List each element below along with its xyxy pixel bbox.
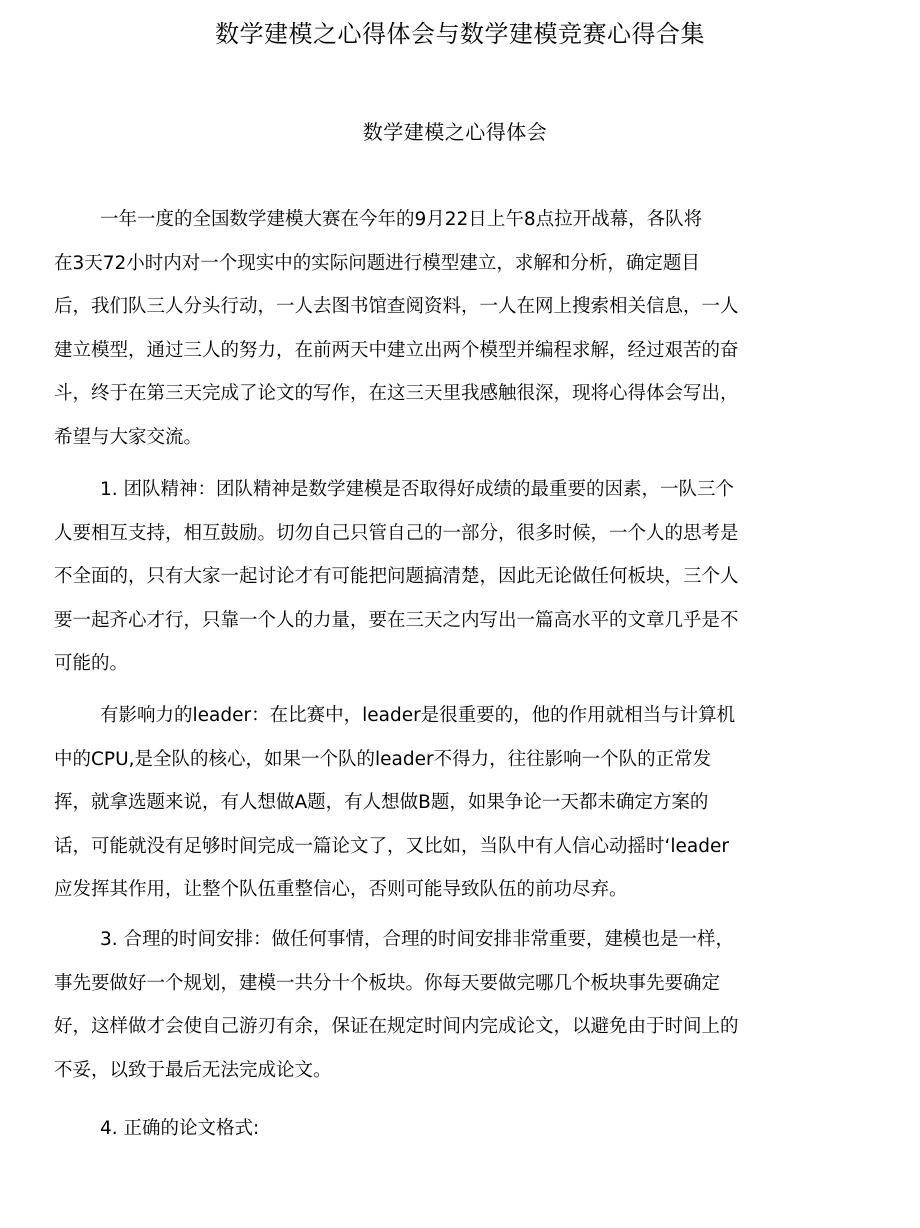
paragraph-line: 后，我们队三人分头行动，一人去图书馆查阅资料，一人在网上搜索相关信息，一人: [54, 296, 739, 317]
paragraph-line: 挥，就拿选题来说，有人想做A题，有人想做B题，如果争论一天都未确定方案的: [54, 792, 709, 813]
paragraph-line: 好，这样做才会使自己游刃有余，保证在规定时间内完成论文，以避免由于时间上的: [54, 1016, 739, 1037]
paragraph-line: 1. 团队精神：团队精神是数学建模是否取得好成绩的最重要的因素，一队三个: [100, 479, 735, 500]
paragraph-line: 不妥，以致于最后无法完成论文。: [54, 1059, 332, 1081]
paragraph-line: 4. 正确的论文格式:: [100, 1118, 260, 1139]
paragraph-line: 建立模型，通过三人的努力，在前两天中建立出两个模型并编程求解，经过艰苦的奋: [54, 339, 739, 361]
paragraph-line: 事先要做好一个规划，建模一共分十个板块。你每天要做完哪几个板块事先要确定: [54, 972, 721, 994]
paragraph-line: 可能的。: [54, 653, 129, 674]
paragraph-line: 要一起齐心才行，只靠一个人的力量，要在三天之内写出一篇高水平的文章几乎是不: [54, 609, 739, 631]
paragraph-line: 3. 合理的时间安排：做任何事情，合理的时间安排非常重要，建模也是一样，: [100, 929, 735, 950]
paragraph-paper-format: [54, 1107, 834, 1151]
paragraph-line: 希望与大家交流。: [54, 426, 203, 448]
paragraph-line: 人要相互支持，相互鼓励。切勿自己只管自己的一部分，很多时候，一个人的思考是: [54, 522, 739, 544]
paragraph-time-planning: [54, 918, 834, 1092]
paragraph-line: 不全面的，只有大家一起讨论才有可能把问题搞清楚，因此无论做任何板块，三个人: [54, 566, 739, 587]
document-title: 数学建模之心得体会与数学建模竞赛心得合集: [215, 20, 705, 48]
paragraph-intro: [54, 198, 834, 459]
section-title: 数学建模之心得体会: [362, 120, 548, 144]
paragraph-line: 在3天72小时内对一个现实中的实际问题进行模型建立，求解和分析，确定题目: [54, 252, 700, 274]
paragraph-team-spirit: [54, 468, 834, 686]
paragraph-line: 中的CPU,是全队的核心，如果一个队的leader不得力，往往影响一个队的正常发: [54, 748, 712, 770]
paragraph-line: 斗，终于在第三天完成了论文的写作，在这三天里我感触很深，现将心得体会写出，: [54, 383, 739, 404]
paragraph-line: 有影响力的leader：在比赛中，leader是很重要的，他的作用就相当与计算机: [100, 705, 736, 726]
paragraph-leader: [54, 694, 834, 912]
paragraph-line: 应发挥其作用，让整个队伍重整信心，否则可能导致队伍的前功尽弃。: [54, 879, 628, 900]
paragraph-line: 话，可能就没有足够时间完成一篇论文了，又比如，当队中有人信心动摇时‘leader: [54, 835, 729, 857]
paragraph-line: 一年一度的全国数学建模大赛在今年的9月22日上午8点拉开战幕，各队将: [100, 209, 703, 230]
